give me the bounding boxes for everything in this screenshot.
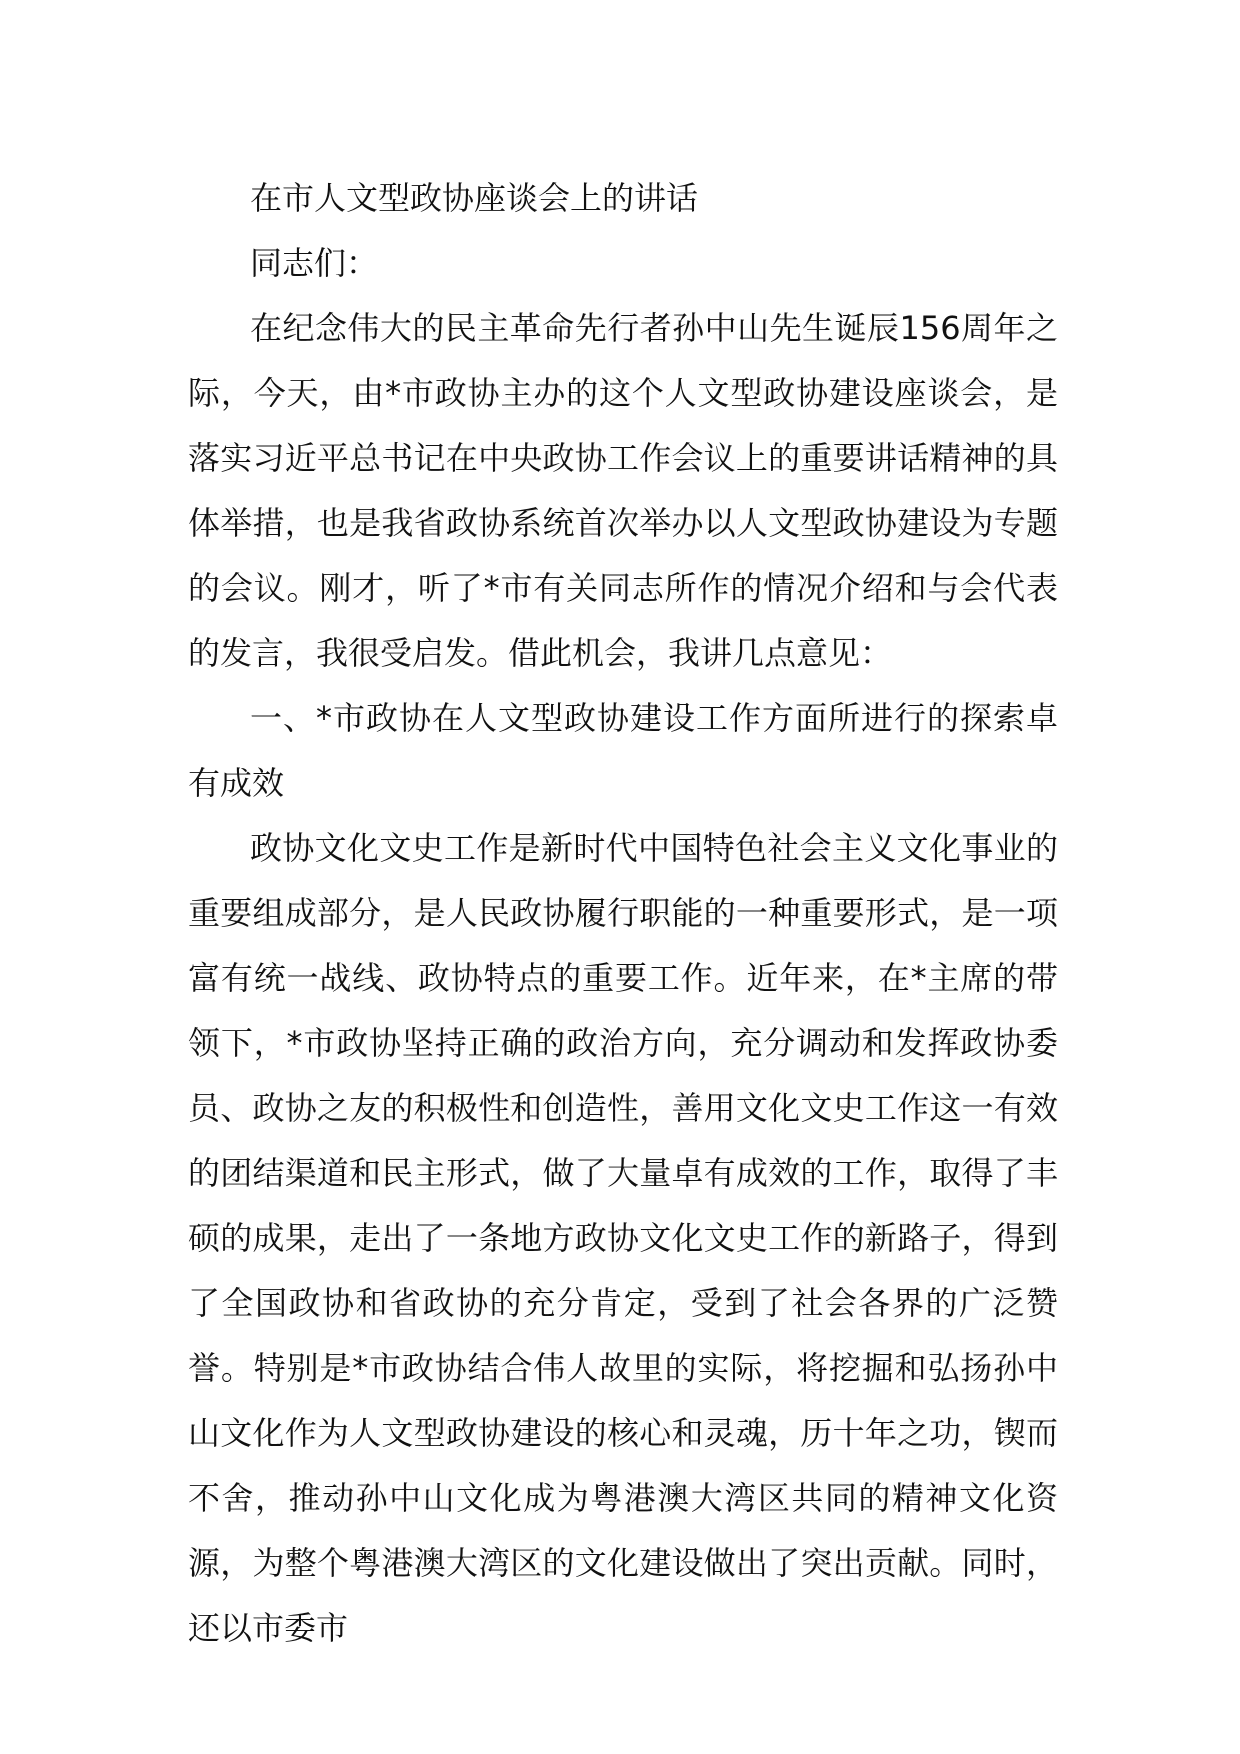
salutation: 同志们： bbox=[250, 244, 379, 282]
paragraph-intro: 在纪念伟大的民主革命先行者孙中山先生诞辰156周年之际，今天，由*市政协主办的这个人文型政协建设座谈会，是落实习近平总书记在中央政协工作会议上的重要讲话精神的具体举措，也是我省政协系统首次举办以人文型政协建设为专题的会议。刚才，听了*市有关同志所作的情况介绍和与会代表的发言，我很受启发。借此机会，我讲几点意见： bbox=[188, 309, 1058, 672]
section-heading-1: 一、*市政协在人文型政协建设工作方面所进行的探索卓有成效 bbox=[188, 699, 1058, 802]
paragraph-body: 政协文化文史工作是新时代中国特色社会主义文化事业的重要组成部分，是人民政协履行职能的一种重要形式，是一项富有统一战线、政协特点的重要工作。近年来，在*主席的带领下，*市政协坚持正确的政治方向，充分调动和发挥政协委员、政协之友的积极性和创造性，善用文化文史工作这一有效的团结渠道和民主形式，做了大量卓有成效的工作，取得了丰硕的成果，走出了一条地方政协文化文史工作的新路子，得到了全国政协和省政协的充分肯定，受到了社会各界的广泛赞誉。特别是*市政协结合伟人故里的实际，将挖掘和弘扬孙中山文化作为人文型政协建设的核心和灵魂，历十年之功，锲而不舍，推动孙中山文化成为粤港澳大湾区共同的精神文化资源，为整个粤港澳大湾区的文化建设做出了突出贡献。同时，还以市委市 bbox=[188, 829, 1058, 1647]
document-page bbox=[188, 166, 1058, 1661]
document-title: 在市人文型政协座谈会上的讲话 bbox=[250, 179, 699, 217]
